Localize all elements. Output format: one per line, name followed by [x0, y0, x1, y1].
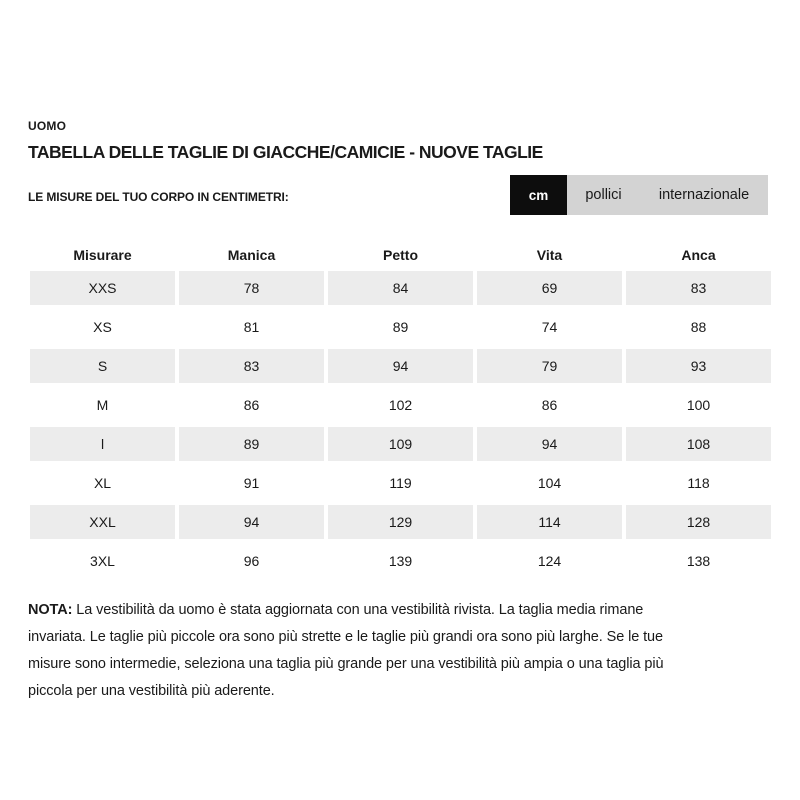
size-label: l — [30, 427, 175, 461]
value-cell: 94 — [328, 349, 473, 383]
size-label: M — [96, 397, 109, 413]
value-cell: 118 — [687, 475, 710, 491]
value-cell: 124 — [537, 553, 562, 569]
value-cell: 79 — [477, 349, 622, 383]
value-cell: 129 — [328, 505, 473, 539]
value-cell: 102 — [388, 397, 413, 413]
page-title: TABELLA DELLE TAGLIE DI GIACCHE/CAMICIE - NUOVE TAGLIE — [28, 142, 543, 162]
table-row — [30, 505, 771, 539]
size-label: XXS — [30, 271, 175, 305]
value-cell: 109 — [328, 427, 473, 461]
value-cell: 139 — [388, 553, 413, 569]
value-cell: 96 — [243, 553, 260, 569]
measures-label: LE MISURE DEL TUO CORPO IN CENTIMETRI: — [28, 190, 289, 204]
value-cell: 128 — [626, 505, 771, 539]
value-cell: 138 — [686, 553, 711, 569]
value-cell: 83 — [626, 271, 771, 305]
value-cell: 88 — [690, 319, 707, 335]
value-cell: 69 — [477, 271, 622, 305]
table-body — [30, 271, 771, 578]
value-cell: 91 — [243, 475, 260, 491]
header-cell-anca: Anca — [681, 246, 716, 263]
unit-tab-cm[interactable]: cm — [510, 175, 567, 215]
value-cell: 119 — [389, 475, 412, 491]
value-cell: 78 — [179, 271, 324, 305]
size-label: 3XL — [90, 553, 115, 569]
value-cell: 104 — [537, 475, 562, 491]
table-row — [30, 271, 771, 305]
value-cell: 100 — [686, 397, 711, 413]
value-cell: 84 — [328, 271, 473, 305]
table-row — [30, 427, 771, 461]
size-table — [30, 238, 771, 583]
value-cell: 86 — [243, 397, 260, 413]
table-row — [30, 310, 771, 344]
note-label: NOTA: — [28, 602, 73, 618]
unit-tab-pollici[interactable]: pollici — [585, 187, 622, 203]
unit-tabs — [510, 175, 768, 215]
size-label: XXL — [30, 505, 175, 539]
value-cell: 114 — [477, 505, 622, 539]
size-label: XS — [93, 319, 112, 335]
value-cell: 83 — [179, 349, 324, 383]
header-cell-vita: Vita — [536, 246, 563, 263]
value-cell: 94 — [179, 505, 324, 539]
value-cell: 86 — [541, 397, 558, 413]
header-cell-manica: Manica — [227, 246, 276, 263]
value-cell: 81 — [243, 319, 260, 335]
unit-tab-internazionale[interactable]: internazionale — [658, 187, 750, 203]
table-row — [30, 544, 771, 578]
table-row — [30, 388, 771, 422]
table-row — [30, 349, 771, 383]
table-row — [30, 466, 771, 500]
note-paragraph — [28, 597, 688, 705]
table-header-row — [30, 238, 771, 271]
category-label: UOMO — [28, 119, 67, 133]
size-label: XL — [93, 475, 112, 491]
value-cell: 89 — [179, 427, 324, 461]
value-cell: 94 — [477, 427, 622, 461]
size-label: S — [30, 349, 175, 383]
value-cell: 74 — [541, 319, 558, 335]
value-cell: 108 — [626, 427, 771, 461]
value-cell: 89 — [392, 319, 409, 335]
note-text: La vestibilità da uomo è stata aggiornata con una vestibilità rivista. La taglia media rimane invariata. Le taglie più piccole ora sono più strette e le taglie più grandi ora sono più larghe. Se le tue misure sono intermedie, seleziona una taglia più grande per una vestibilità più ampia o una taglia più piccola per una vestibilità più aderente. — [28, 602, 664, 699]
value-cell: 93 — [626, 349, 771, 383]
header-cell-misurare: Misurare — [73, 246, 132, 263]
header-cell-petto: Petto — [383, 246, 418, 263]
